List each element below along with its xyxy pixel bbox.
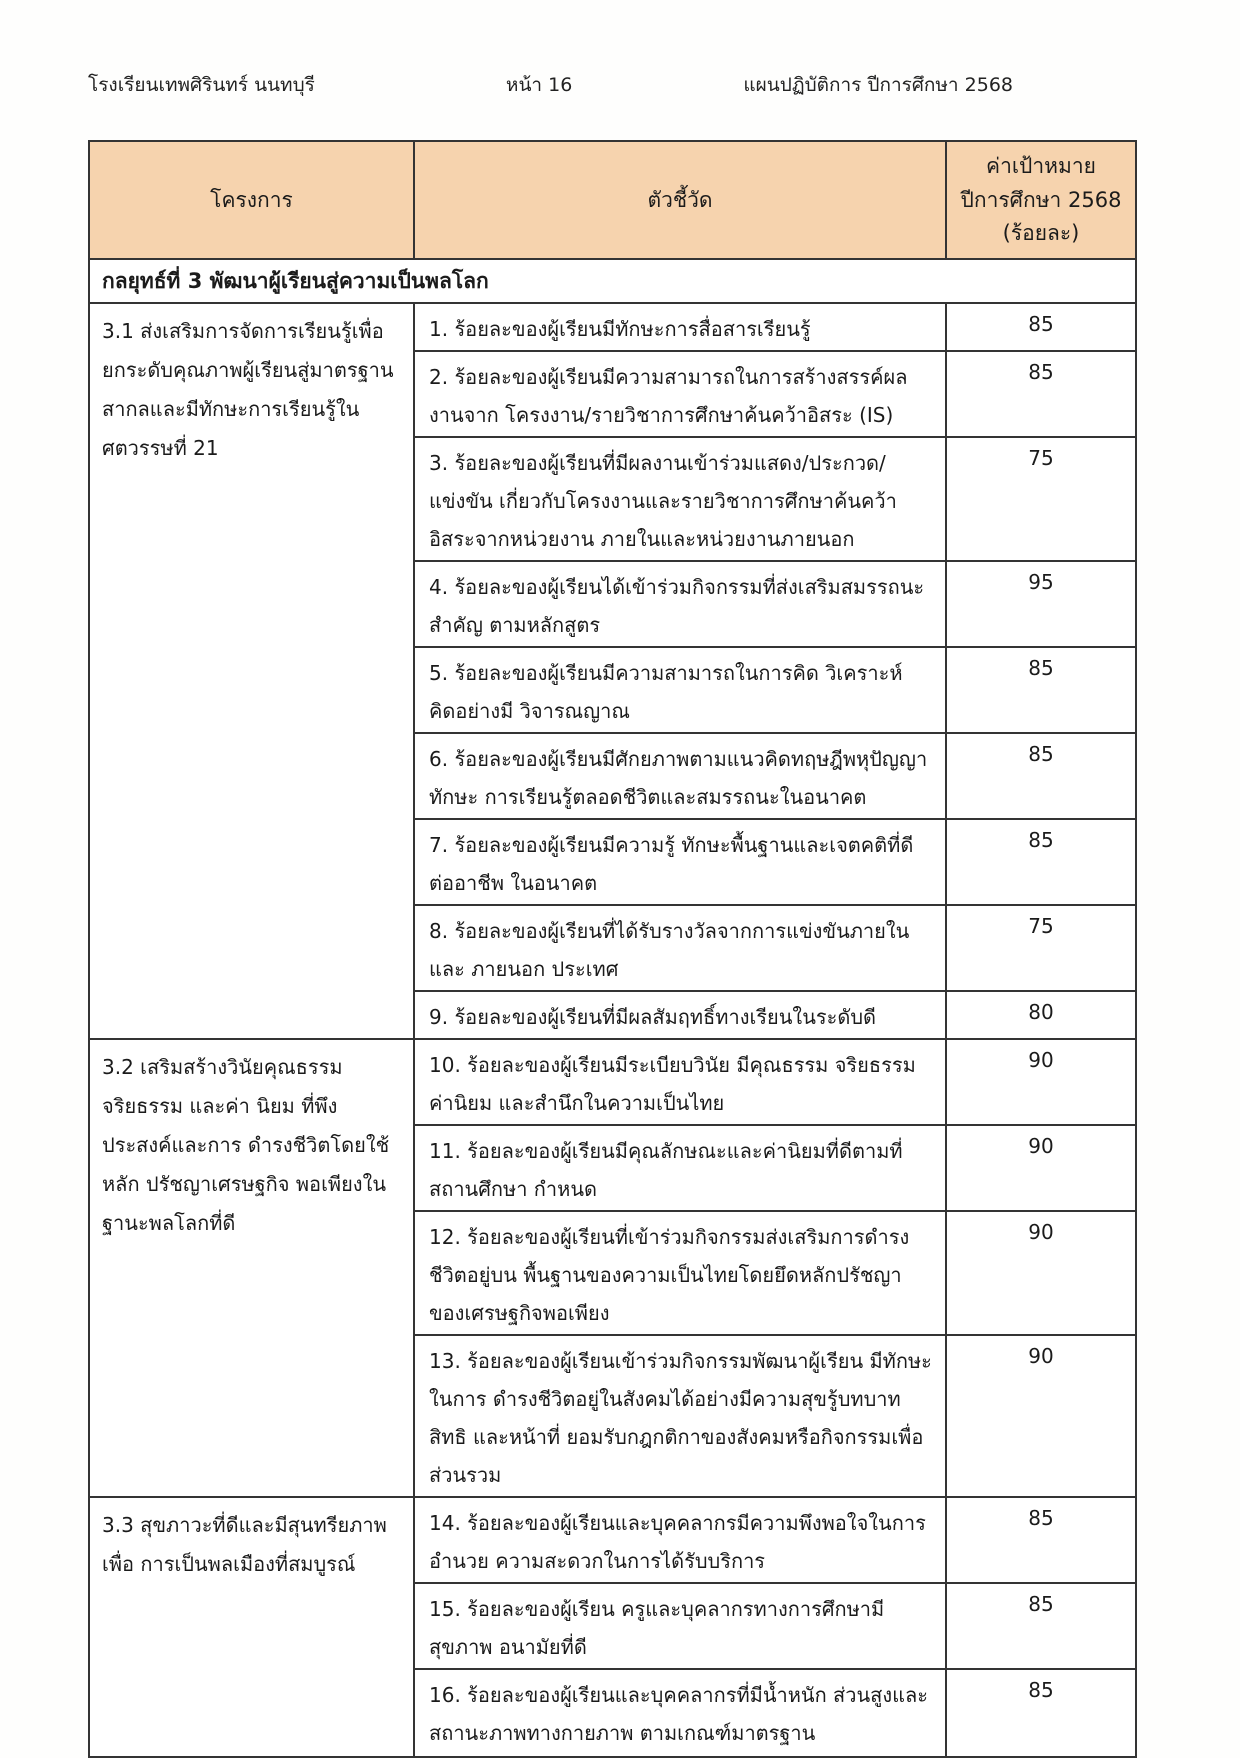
project-cell-3-3: 3.3 สุขภาวะที่ดีและมีสุนทรียภาพเพื่อ การเป็นพลเมืองที่สมบูรณ์: [89, 1497, 414, 1757]
target-cell: 90: [946, 1125, 1136, 1211]
target-cell: 85: [946, 303, 1136, 351]
target-cell: 85: [946, 351, 1136, 437]
indicator-cell: 5. ร้อยละของผู้เรียนมีความสามารถในการคิด วิเคราะห์ คิดอย่างมี วิจารณญาณ: [414, 647, 946, 733]
action-plan-table: [88, 140, 1137, 1758]
indicator-cell: 8. ร้อยละของผู้เรียนที่ได้รับรางวัลจากการแข่งขันภายในและ ภายนอก ประเทศ: [414, 905, 946, 991]
indicator-cell: 4. ร้อยละของผู้เรียนได้เข้าร่วมกิจกรรมที่ส่งเสริมสมรรถนะสำคัญ ตามหลักสูตร: [414, 561, 946, 647]
indicator-cell: 16. ร้อยละของผู้เรียนและบุคคลากรที่มีน้ำหนัก ส่วนสูงและ สถานะภาพทางกายภาพ ตามเกณฑ์มาตรฐาน: [414, 1669, 946, 1757]
indicator-cell: 11. ร้อยละของผู้เรียนมีคุณลักษณะและค่านิยมที่ดีตามที่สถานศึกษา กำหนด: [414, 1125, 946, 1211]
table-row: [89, 303, 1136, 351]
target-cell: 90: [946, 1211, 1136, 1335]
col-header-target-line3: (ร้อยละ): [1002, 221, 1080, 245]
project-cell-3-1: 3.1 ส่งเสริมการจัดการเรียนรู้เพื่อ ยกระดับคุณภาพผู้เรียนสู่มาตรฐาน สากลและมีทักษะการเรียนรู้ใน ศตวรรษที่ 21: [89, 303, 414, 1039]
header-school-name: โรงเรียนเทพศิรินทร์ นนทบุรี: [88, 74, 315, 96]
strategy-row: [89, 259, 1136, 303]
header-plan-title: แผนปฏิบัติการ ปีการศึกษา 2568: [743, 74, 1013, 96]
target-cell: 85: [946, 1497, 1136, 1583]
target-cell: 85: [946, 819, 1136, 905]
indicator-cell: 7. ร้อยละของผู้เรียนมีความรู้ ทักษะพื้นฐานและเจตคติที่ดีต่ออาชีพ ในอนาคต: [414, 819, 946, 905]
col-header-target-line2: ปีการศึกษา 2568: [960, 187, 1122, 212]
header-page-number: หน้า 16: [505, 74, 573, 96]
indicator-cell: 3. ร้อยละของผู้เรียนที่มีผลงานเข้าร่วมแสดง/ประกวด/แข่งขัน เกี่ยวกับโครงงานและรายวิชาการศึกษาค้นคว้าอิสระจากหน่วยงาน ภายในและหน่วยงานภายนอก: [414, 437, 946, 561]
target-cell: 80: [946, 991, 1136, 1039]
target-cell: 85: [946, 1583, 1136, 1669]
target-cell: 85: [946, 733, 1136, 819]
indicator-cell: 10. ร้อยละของผู้เรียนมีระเบียบวินัย มีคุณธรรม จริยธรรม ค่านิยม และสำนึกในความเป็นไทย: [414, 1039, 946, 1125]
indicator-cell: 2. ร้อยละของผู้เรียนมีความสามารถในการสร้างสรรค์ผลงานจาก โครงงาน/รายวิชาการศึกษาค้นคว้าอิสระ (IS): [414, 351, 946, 437]
indicator-cell: 12. ร้อยละของผู้เรียนที่เข้าร่วมกิจกรรมส่งเสริมการดำรงชีวิตอยู่บน พื้นฐานของความเป็นไทยโดยยึดหลักปรัชญาของเศรษฐกิจพอเพียง: [414, 1211, 946, 1335]
indicator-cell: 6. ร้อยละของผู้เรียนมีศักยภาพตามแนวคิดทฤษฎีพหุปัญญา ทักษะ การเรียนรู้ตลอดชีวิตและสมรรถนะในอนาคต: [414, 733, 946, 819]
indicator-cell: 13. ร้อยละของผู้เรียนเข้าร่วมกิจกรรมพัฒนาผู้เรียน มีทักษะในการ ดำรงชีวิตอยู่ในสังคมได้อย่างมีความสุขรู้บทบาท สิทธิ และหน้าที่ ยอมรับกฎกติกาของสังคมหรือกิจกรรมเพื่อส่วนรวม: [414, 1335, 946, 1497]
target-cell: 75: [946, 437, 1136, 561]
table-row: [89, 1497, 1136, 1583]
indicator-cell: 14. ร้อยละของผู้เรียนและบุคคลากรมีความพึงพอใจในการอำนวย ความสะดวกในการได้รับบริการ: [414, 1497, 946, 1583]
table-row: [89, 1039, 1136, 1125]
target-cell: 90: [946, 1335, 1136, 1497]
project-cell-3-2: 3.2 เสริมสร้างวินัยคุณธรรม จริยธรรม และค่า นิยม ที่พึงประสงค์และการ ดำรงชีวิตโดยใช้หลัก ปรัชญาเศรษฐกิจ พอเพียงในฐานะพลโลกที่ดี: [89, 1039, 414, 1497]
target-cell: 85: [946, 647, 1136, 733]
col-header-target: [946, 141, 1136, 259]
target-cell: 75: [946, 905, 1136, 991]
col-header-project: โครงการ: [89, 141, 414, 259]
target-cell: 95: [946, 561, 1136, 647]
target-cell: 90: [946, 1039, 1136, 1125]
target-cell: 85: [946, 1669, 1136, 1757]
indicator-cell: 1. ร้อยละของผู้เรียนมีทักษะการสื่อสารเรียนรู้: [414, 303, 946, 351]
table-header-row: [89, 141, 1136, 259]
col-header-indicator: ตัวชี้วัด: [414, 141, 946, 259]
indicator-cell: 15. ร้อยละของผู้เรียน ครูและบุคลากรทางการศึกษามีสุขภาพ อนามัยที่ดี: [414, 1583, 946, 1669]
strategy-title: กลยุทธ์ที่ 3 พัฒนาผู้เรียนสู่ความเป็นพลโลก: [89, 259, 1136, 303]
page-header: [88, 70, 1135, 100]
col-header-target-line1: ค่าเป้าหมาย: [986, 154, 1096, 178]
indicator-cell: 9. ร้อยละของผู้เรียนที่มีผลสัมฤทธิ์ทางเรียนในระดับดี: [414, 991, 946, 1039]
